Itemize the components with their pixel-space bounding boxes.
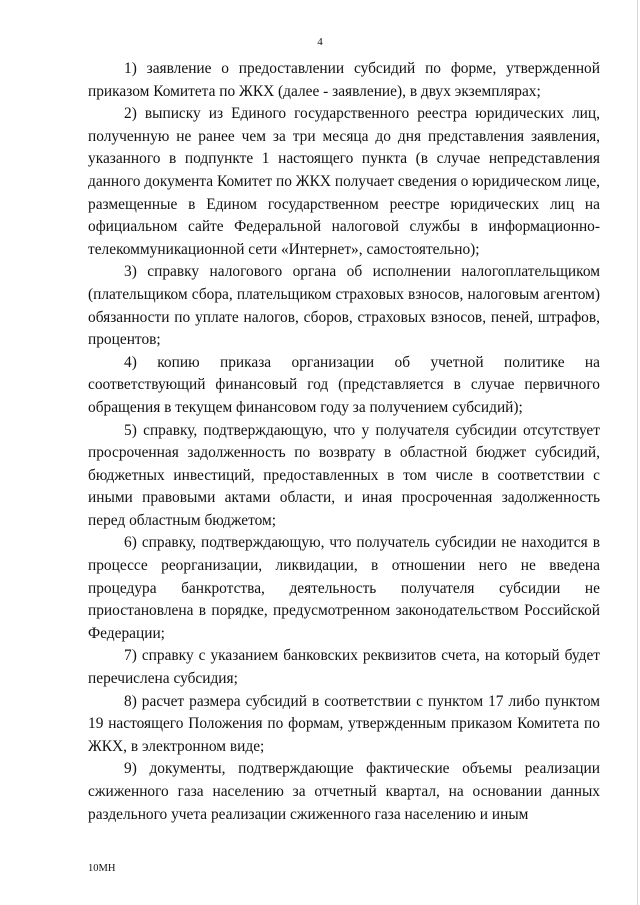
footer-code: 10МН — [88, 863, 116, 874]
list-item-1: 1) заявление о предоставлении субсидий по форме, утвержденной приказом Комитета по ЖКХ (далее - заявление), в двух экземплярах; — [88, 60, 600, 100]
list-item-9: 9) документы, подтверждающие фактические объемы реализации сжиженного газа населению за отчетный квартал, на основании данных раздельного учета реализации сжиженного газа населению и иным — [88, 760, 600, 823]
list-item-5: 5) справку, подтверждающую, что у получателя субсидии отсутствует просроченная задолженность по возврату в областной бюджет субсидий, бюджетных инвестиций, предоставленных в том числе в соответствии с иными правовыми актами области, и иная просроченная задолженность перед областным бюджетом; — [88, 421, 600, 529]
document-body — [88, 58, 600, 826]
list-item-6: 6) справку, подтверждающую, что получатель субсидии не находится в процессе реорганизации, ликвидации, в отношении него не введена процедура банкротства, деятельность получателя субсидии не приостановлена в порядке, предусмотренном законодательством Российской Федерации; — [88, 534, 600, 642]
page-number: 4 — [317, 36, 323, 48]
list-item-2: 2) выписку из Единого государственного реестра юридических лиц, полученную не ранее чем за три месяца до дня представления заявления, указанного в подпункте 1 настоящего пункта (в случае непредставления данного документа Комитет по ЖКХ получает сведения о юридическом лице, размещенные в Едином государственном реестре юридических лиц на официальном сайте Федеральной налоговой службы в информационно-телекоммуникационной сети «Интернет», самостоятельно); — [88, 105, 600, 258]
list-item-3: 3) справку налогового органа об исполнении налогоплательщиком (плательщиком сбора, плательщиком страховых взносов, налоговым агентом) обязанности по уплате налогов, сборов, страховых взносов, пеней, штрафов, процентов; — [88, 263, 600, 349]
page-edge — [637, 0, 638, 905]
list-item-8: 8) расчет размера субсидий в соответствии с пунктом 17 либо пунктом 19 настоящего Положения по формам, утвержденным приказом Комитета по ЖКХ, в электронном виде; — [88, 692, 600, 755]
list-item-7: 7) справку с указанием банковских реквизитов счета, на который будет перечислена субсидия; — [88, 647, 600, 688]
list-item-4: 4) копию приказа организации об учетной политике на соответствующий финансовый год (представляется в случае первичного обращения в текущем финансовом году за получением субсидий); — [88, 353, 600, 416]
